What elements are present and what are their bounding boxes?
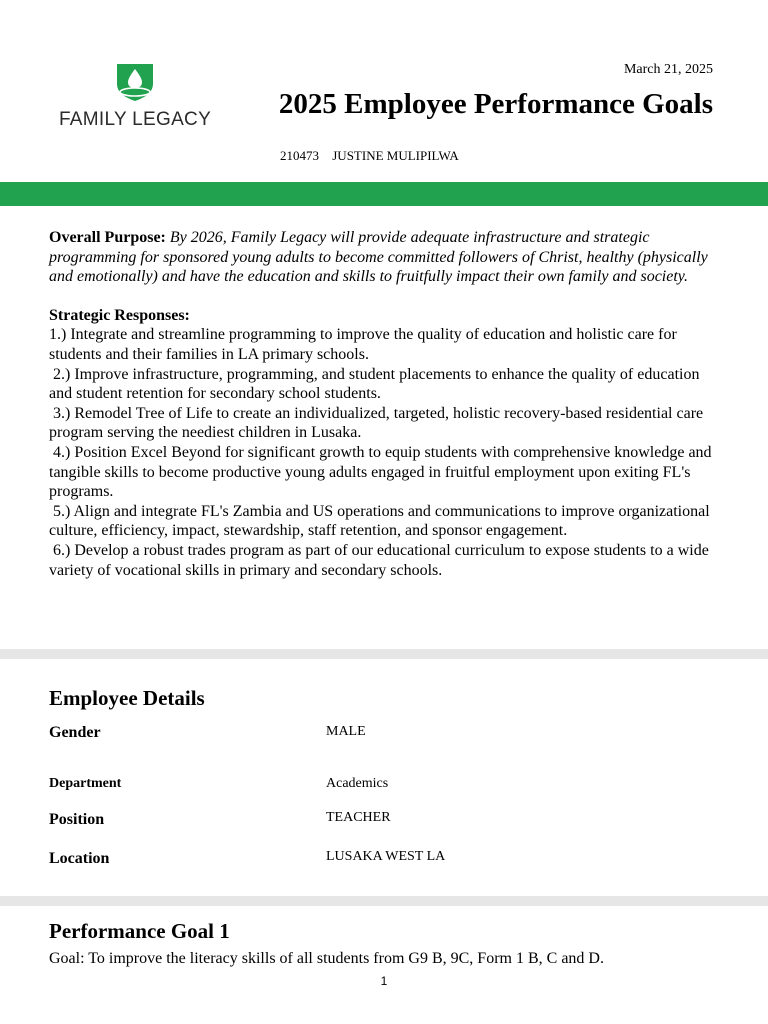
logo-wordmark: FAMILY LEGACY [58, 109, 212, 130]
employee-name: JUSTINE MULIPILWA [332, 148, 459, 163]
section-divider [0, 649, 768, 659]
position-label: Position [49, 811, 105, 828]
strategic-response-item: 3.) Remodel Tree of Life to create an individualized, targeted, holistic recovery-based residential care program serving the neediest children in Lusaka. [49, 404, 704, 442]
document-date: March 21, 2025 [623, 62, 713, 77]
employee-id: 210473 [280, 148, 319, 163]
strategic-response-item: 4.) Position Excel Beyond for significant growth to equip students with comprehensive knowledge and tangible skills to become productive young adults engaged in fruitful employment upon exiting FL's programs. [49, 443, 712, 501]
section-divider [0, 896, 768, 906]
purpose-section [49, 228, 717, 580]
purpose-label: Overall Purpose: [49, 229, 166, 246]
department-value: Academics [326, 776, 389, 791]
employee-line [280, 148, 459, 164]
performance-goal-1-text: Goal: To improve the literacy skills of all students from G9 B, 9C, Form 1 B, C and D. [49, 950, 604, 967]
overall-purpose [49, 228, 717, 287]
family-legacy-logo [56, 62, 214, 131]
performance-goal-1-heading: Performance Goal 1 [49, 919, 230, 943]
strategic-response-item: 6.) Develop a robust trades program as part of our educational curriculum to expose students to a wide variety of vocational skills in primary and secondary schools. [49, 541, 709, 579]
page-number: 1 [380, 974, 388, 988]
page-title: 2025 Employee Performance Goals [278, 88, 713, 120]
gender-value: MALE [326, 724, 366, 739]
strategic-responses-heading: Strategic Responses: [49, 306, 190, 324]
department-label: Department [49, 776, 122, 791]
employee-details-heading: Employee Details [49, 686, 205, 710]
strategic-response-item: 1.) Integrate and streamline programming to improve the quality of education and holistic care for students and their families in LA primary schools. [49, 326, 677, 363]
location-label: Location [49, 850, 110, 867]
purpose-text: By 2026, Family Legacy will provide adequate infrastructure and strategic programming for sponsored young adults to become committed followers of Christ, healthy (physically and emotionally) and have the education and skills to fruitfully impact their own family and society. [49, 229, 708, 286]
strategic-response-item: 5.) Align and integrate FL's Zambia and US operations and communications to improve organizational culture, efficiency, impact, stewardship, staff retention, and sponsor engagement. [49, 502, 710, 540]
gender-label: Gender [49, 724, 101, 741]
strategic-response-item: 2.) Improve infrastructure, programming, and student placements to enhance the quality of education and student retention for secondary school students. [49, 365, 700, 403]
location-value: LUSAKA WEST LA [326, 849, 446, 864]
green-divider [0, 182, 768, 206]
shield-water-drop-icon [113, 62, 157, 102]
position-value: TEACHER [326, 810, 391, 825]
